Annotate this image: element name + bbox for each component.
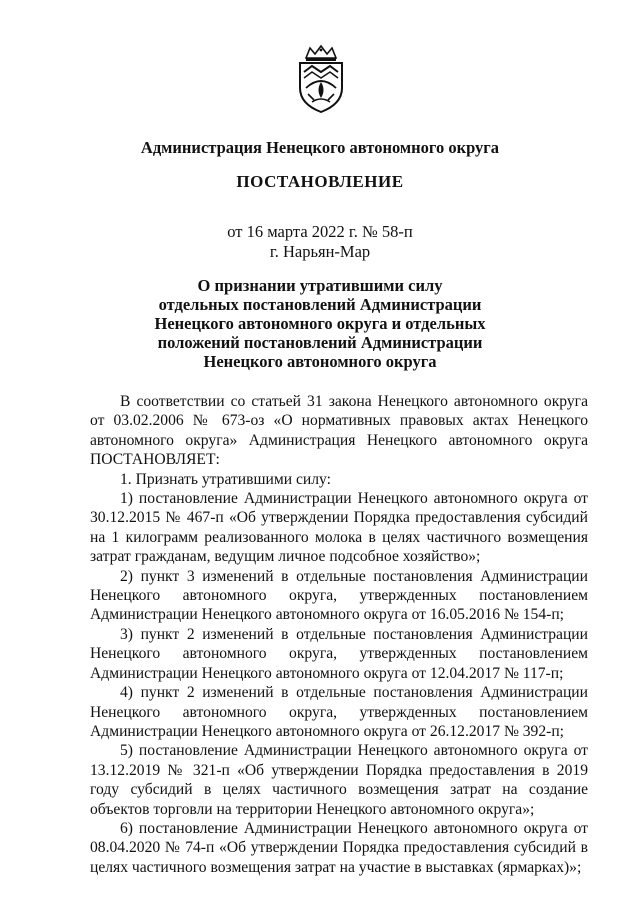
list-item-paragraph: 5) постановление Администрации Ненецкого автономного округа от 13.12.2019 № 321-п «Об утверждении Порядка предоставления в 2019 году субсидий в целях частичного возмещения затрат на создание объектов торговли на территории Ненецкого автономного округа»;	[90, 742, 588, 818]
document-title	[150, 276, 490, 371]
list-intro-paragraph: 1. Признать утратившими силу:	[120, 470, 331, 488]
preamble-paragraph: В соответствии со статьей 31 закона Ненецкого автономного округа от 03.02.2006 № 673-оз «О нормативных правовых актах Ненецкого автономного округа» Администрация Ненецкого автономного округа ПОСТАНОВЛЯЕТ:	[90, 393, 588, 469]
organization-name: Администрация Ненецкого автономного округа	[140, 138, 500, 157]
date-and-place	[0, 222, 640, 262]
coat-of-arms-icon	[294, 44, 348, 114]
list-item-paragraph: 2) пункт 3 изменений в отдельные постановления Администрации Ненецкого автономного округа, утвержденных постановлением Администрации Ненецкого автономного округа от 16.05.2016 № 154-п;	[90, 567, 588, 624]
list-item-paragraph: 3) пункт 2 изменений в отдельные постановления Администрации Ненецкого автономного округа, утвержденных постановлением Администрации Ненецкого автономного округа от 12.04.2017 № 117-п;	[90, 625, 588, 682]
city: г. Нарьян-Мар	[269, 242, 371, 261]
list-item-paragraph: 4) пункт 2 изменений в отдельные постановления Администрации Ненецкого автономного округа, утвержденных постановлением Администрации Ненецкого автономного округа от 26.12.2017 № 392-п;	[90, 684, 588, 740]
title-line: О признании утратившими силу	[197, 276, 443, 295]
title-line: Ненецкого автономного округа	[203, 352, 437, 371]
title-line: положений постановлений Администрации	[157, 333, 483, 352]
document-type: ПОСТАНОВЛЕНИЕ	[236, 172, 404, 191]
title-line: отдельных постановлений Администрации	[158, 295, 482, 314]
date-number: от 16 марта 2022 г. № 58-п	[227, 222, 413, 241]
list-item-paragraph: 1) постановление Администрации Ненецкого автономного округа от 30.12.2015 № 467-п «Об утверждении Порядка предоставления субсидий на 1 килограмм реализованного молока в целях частичного возмещения затрат гражданам, ведущим личное подсобное хозяйство»;	[90, 490, 588, 566]
document-body	[90, 392, 588, 877]
list-item-paragraph: 6) постановление Администрации Ненецкого автономного округа от 08.04.2020 № 74-п «Об утверждении Порядка предоставления субсидий в целях частичного возмещения затрат на участие в выставках (ярмарках)»;	[90, 819, 588, 876]
title-line: Ненецкого автономного округа и отдельных	[154, 314, 486, 333]
